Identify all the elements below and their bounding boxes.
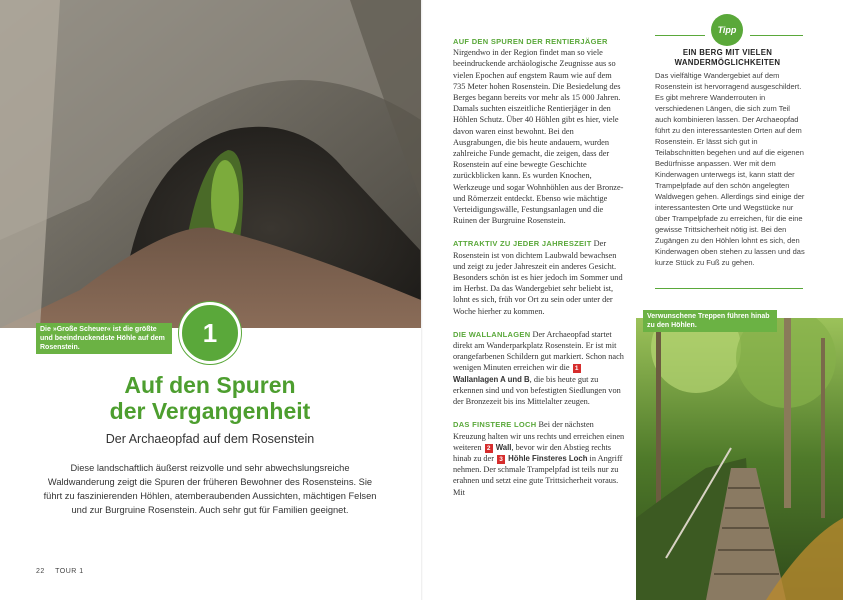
book-gutter [421, 0, 423, 600]
waypoint-marker-3: 3 [497, 455, 505, 464]
section-jahreszeit [453, 238, 625, 316]
waypoint-name: Wallanlagen A und B [453, 374, 530, 384]
main-text-column [453, 36, 625, 498]
section-heading: DIE WALLANLAGEN [453, 329, 531, 339]
section-heading: ATTRAKTIV ZU JEDER JAHRESZEIT [453, 239, 592, 249]
waypoint-name: Höhle Finsteres Loch [508, 453, 588, 463]
section-rentierjaeger [453, 36, 625, 226]
section-text: Nirgendwo in der Region findet man so viele beeindruckende archäologische Zeugnisse aus so vielen Epochen auf engstem Raum wie auf dem 735 Meter hohen Rosenstein. Die Besiedelung des Berges begann bereits vor mehr als 15 000 Jahren. Damals suchten eiszeitliche Rentierjäger in den Höhlen Schutz. Über 40 Höhlen gibt es hier, viele davon waren einst bewohnt. Bei den Ausgrabungen, die bis heute andauern, wurden zahlreiche Funde gemacht, die zeigen, dass der Rosenstein auf eine bewegte Geschichte zurückblicken kann. Es wurden Knochen, Werkzeuge und sogar Wohnhöhlen aus der Bronze- und Römerzeit entdeckt. Ebenso wie mächtige Verteidigungswälle, Festungsanlagen und die Ruinen der Burgruine Rosenstein. [453, 48, 624, 226]
section-text: , die bis heute gut zu erkennen sind und von befestigten Siedlungen von der Bronzezeit bis ins Mittelalter zeugen. [453, 374, 621, 407]
waypoint-marker-2: 2 [485, 444, 493, 453]
page-footer [36, 568, 92, 575]
stairs-photo-caption: Verwunschene Treppen führen hinab zu den Höhlen. [643, 310, 777, 332]
tip-rule-left [655, 35, 705, 36]
section-heading: DAS FINSTERE LOCH [453, 420, 537, 430]
intro-text: Diese landschaftlich äußerst reizvolle und sehr abwechslungsreiche Waldwanderung zeigt die Spuren der früheren Bewohner des Rosensteins. Sie führt zu faszinierenden Höhlen, atemberaubenden Aussichten, mächtigen Felsen und zur Burgruine Rosenstein. Auch sehr gut für Familien geeignet. [43, 463, 377, 515]
section-text: in Angriff nehmen. Der schmale Trampelpfad ist teils nur zu erahnen und setzt eine gute Trittsicherheit voraus. Mit [453, 453, 623, 497]
waypoint-marker-1: 1 [573, 364, 581, 373]
tip-body: Das vielfältige Wandergebiet auf dem Rosenstein ist hervorragend ausgeschildert. Es gibt mehrere Wanderrouten in verschiedenen Längen, die sich zum Teil auch kombinieren lassen. Der Archaeopfad führt zu den interessantesten Orten auf dem Rosenstein. Er lässt sich gut in Teilabschnitten begehen und auf die eigenen Bedürfnisse anpassen. Wer mit dem Kinderwagen unterwegs ist, kann statt der Trampelpfade auf den schön angelegten Waldwegen gehen. Allerdings sind einige der interessantesten Orte und Wegstücke nur über Trampelpfade zu erreichen, für die eine gewisse Trittsicherheit nötig ist. Bei den Zugängen zu den Höhlen lohnt es sich, den Kinderwagen oben stehen zu lassen und das kurze Stück zu Fuß zu gehen. [655, 71, 805, 267]
section-text: Der Rosenstein ist von dichtem Laubwald bewachsen und zeigt zu jeder Jahreszeit ein anderes Gesicht. Besonders schön ist es hier jedoch im Sommer und im Herbst. Da das Wandergebiet sehr beliebt ist, lohnt es sich, früh vor Ort zu sein oder unter der Woche hierher zu kommen. [453, 239, 623, 316]
title-line-2: der Vergangenheit [109, 398, 311, 424]
tour-label: TOUR 1 [55, 568, 84, 575]
waypoint-name: Wall [495, 442, 512, 452]
cave-photo [0, 0, 421, 328]
tip-title: EIN BERG MIT VIELEN WANDERMÖGLICHKEITEN [674, 48, 781, 67]
page-number: 22 [36, 568, 45, 575]
cave-photo-caption: Die »Große Scheuer« ist die größte und beeindruckendste Höhle auf dem Rosenstein. [36, 323, 172, 354]
page-subtitle: Der Archaeopfad auf dem Rosenstein [105, 432, 315, 446]
section-heading: AUF DEN SPUREN DER RENTIERJÄGER [453, 37, 608, 46]
section-text: , bevor wir den Abstieg rechts hinab zu der [453, 442, 612, 463]
tip-badge: Tipp [711, 14, 743, 46]
title-line-1: Auf den Spuren [124, 372, 296, 398]
forest-stairs-photo [636, 318, 843, 600]
tip-rule-bottom [655, 288, 803, 289]
section-wallanlagen [453, 329, 625, 407]
section-text: Bei der nächsten Kreuzung halten wir uns rechts und erreichen einen weiteren [453, 420, 625, 452]
section-finsteres-loch [453, 419, 625, 497]
tip-rule-right [750, 35, 803, 36]
page-title [60, 372, 360, 424]
tour-number-badge: 1 [179, 302, 241, 364]
section-text: Der Archaeopfad startet direkt am Wanderparkplatz Rosenstein. Er ist mit orangefarbenen Schildern gut markiert. Schon nach wenigen Minuten erreichen wir die [453, 329, 624, 373]
